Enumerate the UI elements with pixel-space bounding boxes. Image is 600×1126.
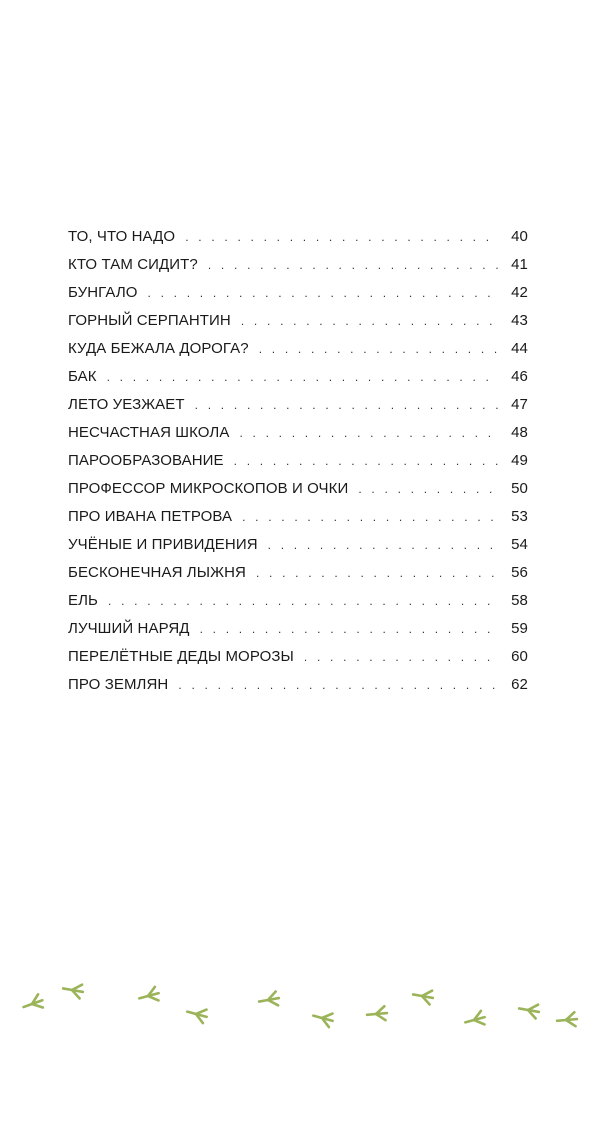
toc-entry-page: 56 (511, 564, 528, 581)
toc-entry[interactable] (68, 228, 528, 256)
toc-entry[interactable] (68, 340, 528, 368)
toc-entry[interactable] (68, 480, 528, 508)
bird-footprint-icon (311, 1009, 334, 1028)
toc-entry-title: УЧЁНЫЕ И ПРИВИДЕНИЯ (68, 536, 258, 553)
bird-footprints-decoration (0, 970, 600, 1040)
bird-footprint-icon (137, 986, 160, 1005)
table-of-contents (68, 228, 528, 704)
toc-entry[interactable] (68, 676, 528, 704)
toc-entry-page: 40 (511, 228, 528, 245)
dot-leader (304, 650, 498, 664)
dot-leader (234, 454, 498, 468)
toc-entry-page: 59 (511, 620, 528, 637)
dot-leader (256, 566, 498, 580)
toc-entry-title: ПРО ЗЕМЛЯН (68, 676, 169, 693)
toc-entry[interactable] (68, 536, 528, 564)
bird-footprint-icon (518, 1002, 540, 1019)
toc-entry[interactable] (68, 452, 528, 480)
dot-leader (200, 622, 498, 636)
dot-leader (259, 342, 498, 356)
toc-entry-title: БЕСКОНЕЧНАЯ ЛЫЖНЯ (68, 564, 246, 581)
toc-entry-page: 46 (511, 368, 528, 385)
toc-entry[interactable] (68, 424, 528, 452)
toc-entry-title: ГОРНЫЙ СЕРПАНТИН (68, 312, 231, 329)
dot-leader (148, 286, 498, 300)
toc-entry-page: 42 (511, 284, 528, 301)
toc-entry-page: 43 (511, 312, 528, 329)
toc-entry-page: 47 (511, 396, 528, 413)
dot-leader (178, 678, 498, 692)
bird-footprint-icon (258, 991, 280, 1008)
toc-entry[interactable] (68, 256, 528, 284)
toc-entry-title: ПАРООБРАЗОВАНИЕ (68, 452, 224, 469)
dot-leader (239, 426, 498, 440)
dot-leader (108, 594, 498, 608)
bird-footprint-icon (412, 988, 434, 1005)
toc-entry-page: 60 (511, 648, 528, 665)
bird-footprint-icon (463, 1010, 486, 1029)
toc-entry[interactable] (68, 396, 528, 424)
bird-footprint-icon (185, 1005, 208, 1024)
toc-entry[interactable] (68, 284, 528, 312)
bird-footprint-icon (556, 1012, 577, 1028)
toc-entry-title: ЕЛЬ (68, 592, 98, 609)
dot-leader (185, 230, 498, 244)
toc-entry-page: 49 (511, 452, 528, 469)
toc-entry-title: ЛЕТО УЕЗЖАЕТ (68, 396, 185, 413)
toc-entry-title: ПРО ИВАНА ПЕТРОВА (68, 508, 233, 525)
toc-entry-page: 44 (511, 340, 528, 357)
toc-entry[interactable] (68, 312, 528, 340)
toc-entry-title: ЛУЧШИЙ НАРЯД (68, 620, 190, 637)
dot-leader (241, 314, 498, 328)
toc-entry-title: КТО ТАМ СИДИТ? (68, 256, 198, 273)
toc-entry[interactable] (68, 592, 528, 620)
toc-entry-page: 62 (511, 676, 528, 693)
toc-entry-title: ПРОФЕССОР МИКРОСКОПОВ И ОЧКИ (68, 480, 349, 497)
dot-leader (195, 398, 498, 412)
toc-entry-page: 58 (511, 592, 528, 609)
toc-entry-title: БАК (68, 368, 97, 385)
toc-entry-title: БУНГАЛО (68, 284, 138, 301)
toc-entry[interactable] (68, 368, 528, 396)
toc-entry[interactable] (68, 564, 528, 592)
toc-entry[interactable] (68, 620, 528, 648)
toc-entry-page: 41 (511, 256, 528, 273)
toc-entry-title: ТО, ЧТО НАДО (68, 228, 176, 245)
dot-leader (242, 510, 498, 524)
dot-leader (107, 370, 498, 384)
toc-entry-page: 48 (511, 424, 528, 441)
toc-entry-page: 54 (511, 536, 528, 553)
toc-entry-page: 53 (511, 508, 528, 525)
toc-entry-page: 50 (511, 480, 528, 497)
toc-entry-title: ПЕРЕЛЁТНЫЕ ДЕДЫ МОРОЗЫ (68, 648, 294, 665)
toc-entry[interactable] (68, 648, 528, 676)
dot-leader (208, 258, 498, 272)
dot-leader (358, 482, 498, 496)
dot-leader (268, 538, 498, 552)
toc-entry[interactable] (68, 508, 528, 536)
bird-footprint-icon (62, 982, 84, 999)
bird-footprint-icon (366, 1006, 387, 1022)
toc-entry-title: НЕСЧАСТНАЯ ШКОЛА (68, 424, 230, 441)
toc-entry-title: КУДА БЕЖАЛА ДОРОГА? (68, 340, 249, 357)
bird-footprint-icon (21, 994, 45, 1014)
